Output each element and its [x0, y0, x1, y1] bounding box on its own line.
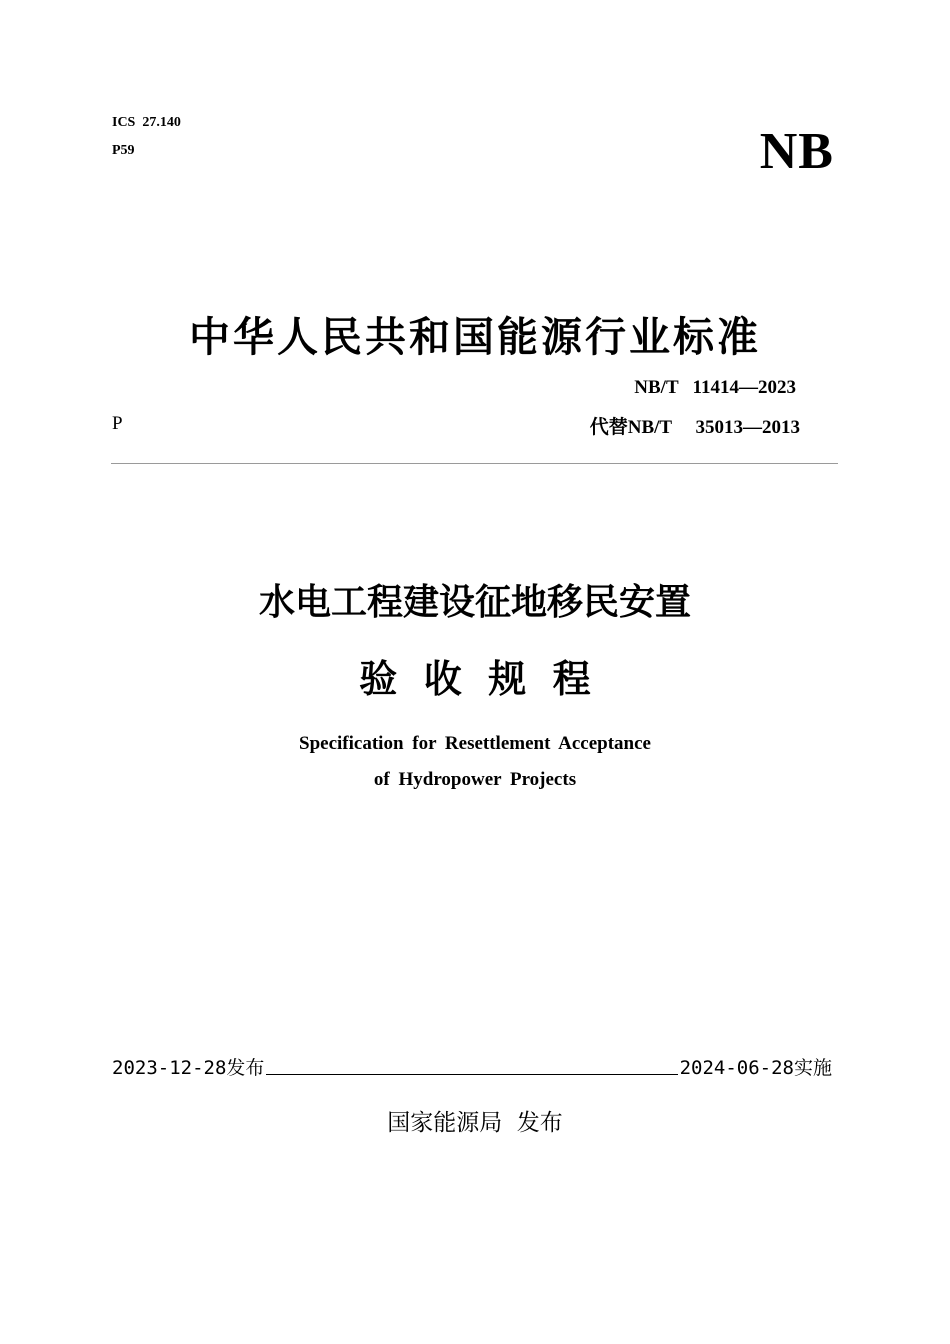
implementation-date: 2024-06-28实施	[679, 1057, 832, 1079]
standard-category-title: 中华人民共和国能源行业标准	[189, 313, 761, 361]
document-title-line2: 验 收 规 程	[359, 657, 591, 701]
standard-number: NB/T 11414—2023	[634, 377, 796, 398]
date-row	[112, 1052, 832, 1080]
date-divider-line	[266, 1074, 677, 1075]
issue-date: 2023-12-28发布	[112, 1057, 265, 1079]
nb-logo: NB	[759, 123, 834, 180]
english-title-line1: Specification for Resettlement Acceptance	[299, 733, 651, 754]
classification-code: P59	[112, 143, 135, 158]
english-title-line2: of Hydropower Projects	[373, 769, 577, 790]
issuing-authority: 国家能源局 发布	[387, 1110, 563, 1136]
document-title-line1: 水电工程建设征地移民安置	[258, 582, 691, 623]
replaces-standard: 代替NB/T 35013—2013	[589, 417, 800, 438]
ics-code: ICS 27.140	[112, 115, 181, 130]
header-divider	[111, 463, 838, 464]
left-mark: P	[112, 413, 123, 434]
